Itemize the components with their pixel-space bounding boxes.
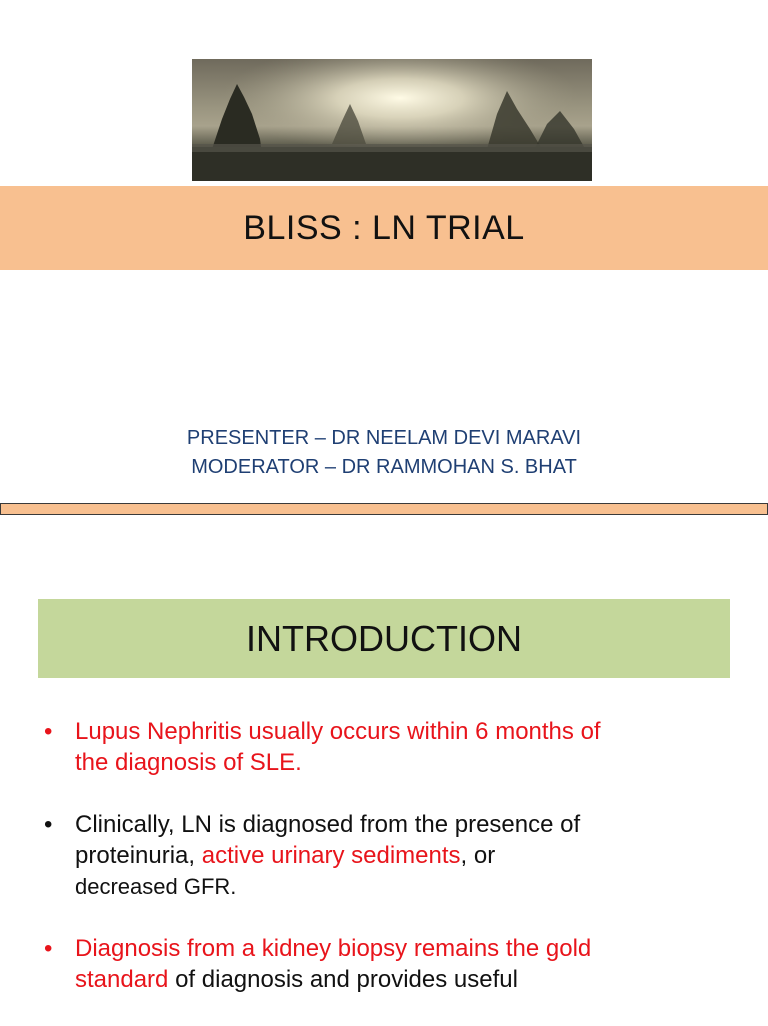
bullet-list [44,716,744,1026]
slide-divider [0,503,768,515]
bullet-line: the diagnosis of SLE. [75,749,302,776]
bullet-item [44,716,744,778]
credits [0,424,768,482]
bullet-line [75,964,744,995]
bullet-text: of diagnosis and provides useful [168,966,518,993]
bullet-marker: • [44,811,53,838]
bullet-item [44,809,744,902]
header-photo [192,59,592,181]
bullet-item [44,933,744,995]
misty-trees-image [192,59,592,181]
bullet-emphasis: standard [75,966,169,993]
bullet-text: proteinuria, [75,842,202,869]
bullet-marker: • [44,935,53,962]
bullet-line [75,840,744,871]
presentation-title: BLISS : LN TRIAL [243,208,525,247]
bullet-line: decreased GFR. [75,874,237,899]
presenter-line: PRESENTER – DR NEELAM DEVI MARAVI [186,427,582,449]
moderator-line: MODERATOR – DR RAMMOHAN S. BHAT [191,456,577,478]
introduction-slide [0,530,768,1024]
bullet-line: Clinically, LN is diagnosed from the presence of [75,811,581,838]
bullet-line: Lupus Nephritis usually occurs within 6 months of [75,718,601,745]
introduction-heading: INTRODUCTION [246,617,522,659]
title-band [0,186,768,270]
bullet-emphasis: active urinary sediments [201,842,461,869]
introduction-band [38,599,730,678]
bullet-line: Diagnosis from a kidney biopsy remains the gold [75,935,592,962]
bullet-text: , or [460,842,496,869]
bullet-marker: • [44,718,53,745]
